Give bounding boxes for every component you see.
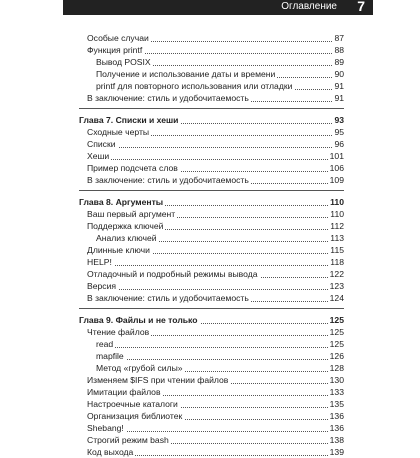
leader-dots — [96, 359, 344, 360]
toc-entry[interactable] — [79, 220, 344, 232]
toc-entry-page: 125 — [329, 339, 344, 349]
header-title: Оглавление — [281, 1, 337, 12]
toc-entry-title: Чтение файлов — [87, 327, 150, 337]
toc-entry[interactable] — [79, 68, 344, 80]
toc-entry[interactable] — [79, 244, 344, 256]
toc-entry-title: Анализ ключей — [96, 233, 157, 243]
toc-entry[interactable] — [79, 292, 344, 304]
toc-entry[interactable] — [79, 422, 344, 434]
toc-entry-page: 138 — [329, 435, 344, 445]
toc-entry-page: 128 — [329, 363, 344, 373]
header-page-number: 7 — [357, 0, 365, 14]
toc-entry-title: Код выхода — [87, 447, 134, 457]
toc-entry-page: 101 — [329, 151, 344, 161]
toc-entry[interactable] — [79, 92, 344, 104]
toc-entry[interactable] — [79, 446, 344, 458]
toc-entry[interactable] — [79, 126, 344, 138]
chapter-title: Глава 7. Списки и хеши — [79, 115, 179, 125]
leader-dots — [87, 147, 344, 148]
toc-entry-page: 110 — [330, 209, 344, 219]
toc-entry-title: В заключение: стиль и удобочитаемость — [87, 293, 249, 303]
leader-dots — [87, 265, 344, 266]
toc-entry-title: Вывод POSIX — [96, 57, 151, 67]
toc-entry-title: Изменяем $IFS при чтении файлов — [87, 375, 229, 385]
toc-entry-title: В заключение: стиль и удобочитаемость — [87, 93, 249, 103]
toc-entry-title: Shebang! — [87, 423, 124, 433]
toc-entry-title: Организация библиотек — [87, 411, 183, 421]
toc-entry[interactable] — [79, 338, 344, 350]
toc-entry-page: 96 — [334, 139, 344, 149]
toc-entry-page: 115 — [330, 245, 344, 255]
toc-entry-page: 88 — [334, 45, 344, 55]
toc-entry-page: 112 — [330, 221, 344, 231]
toc-entry-page: 136 — [329, 423, 344, 433]
toc-entry[interactable] — [79, 232, 344, 244]
toc-entry-title: Строгий режим bash — [87, 435, 169, 445]
toc-entry-title: Особые случаи — [87, 33, 149, 43]
toc-entry[interactable] — [79, 398, 344, 410]
chapter-title: Глава 8. Аргументы — [79, 197, 164, 207]
chapter-page: 93 — [334, 115, 344, 125]
toc-entry-page: 113 — [330, 233, 344, 243]
toc-entry-title: Списки — [87, 139, 116, 149]
toc-entry[interactable] — [79, 32, 344, 44]
toc-entry[interactable] — [79, 268, 344, 280]
chapter-title: Глава 9. Файлы и не только — [79, 315, 198, 325]
toc-entry[interactable] — [79, 256, 344, 268]
chapter-page: 110 — [330, 197, 344, 207]
toc-entry-page: 91 — [334, 93, 344, 103]
toc-entry[interactable] — [79, 374, 344, 386]
toc-entry-title: Версия — [87, 281, 117, 291]
toc-entry[interactable] — [79, 434, 344, 446]
toc-entry-title: Поддержка ключей — [87, 221, 164, 231]
toc-entry-title: HELP! — [87, 257, 112, 267]
toc-entry[interactable] — [79, 350, 344, 362]
table-of-contents — [79, 32, 344, 458]
toc-entry-title: Метод «грубой силы» — [96, 363, 183, 373]
chapter-page: 125 — [329, 315, 344, 325]
toc-entry[interactable] — [79, 386, 344, 398]
toc-entry[interactable] — [79, 150, 344, 162]
toc-entry-page: 90 — [334, 69, 344, 79]
toc-entry-page: 136 — [329, 411, 344, 421]
toc-entry[interactable] — [79, 44, 344, 56]
toc-entry-page: 133 — [329, 387, 344, 397]
toc-entry-page: 126 — [329, 351, 344, 361]
toc-entry-title: Имитации файлов — [87, 387, 161, 397]
toc-entry-page: 106 — [329, 163, 344, 173]
toc-entry-title: Сходные черты — [87, 127, 150, 137]
toc-entry-page: 95 — [334, 127, 344, 137]
toc-entry-page: 135 — [329, 399, 344, 409]
toc-entry-title: Хеши — [87, 151, 110, 161]
toc-entry[interactable] — [79, 174, 344, 186]
chapter-heading[interactable] — [79, 314, 344, 326]
toc-entry[interactable] — [79, 80, 344, 92]
toc-entry[interactable] — [79, 326, 344, 338]
toc-entry-title: Настроечные каталоги — [87, 399, 178, 409]
toc-entry-title: В заключение: стиль и удобочитаемость — [87, 175, 249, 185]
toc-entry-page: 139 — [329, 447, 344, 457]
toc-entry-page: 87 — [334, 33, 344, 43]
toc-entry[interactable] — [79, 362, 344, 374]
leader-dots — [87, 289, 344, 290]
toc-entry-page: 125 — [329, 327, 344, 337]
toc-entry[interactable] — [79, 138, 344, 150]
toc-entry-title: Длинные ключи — [87, 245, 150, 255]
toc-entry[interactable] — [79, 208, 344, 220]
toc-entry-title: printf для повторного использования или отладки — [96, 81, 293, 91]
toc-entry-title: Получение и использование даты и времени — [96, 69, 276, 79]
toc-entry-page: 89 — [334, 57, 344, 67]
toc-entry-title: Функция printf — [87, 45, 143, 55]
toc-entry-title: Отладочный и подробный режимы вывода — [87, 269, 258, 279]
toc-entry-page: 122 — [329, 269, 344, 279]
toc-entry-page: 118 — [330, 257, 344, 267]
toc-entry[interactable] — [79, 162, 344, 174]
toc-entry[interactable] — [79, 280, 344, 292]
leader-dots — [87, 159, 344, 160]
chapter-heading[interactable] — [79, 114, 344, 126]
toc-entry[interactable] — [79, 410, 344, 422]
chapter-heading[interactable] — [79, 196, 344, 208]
toc-entry-page: 123 — [329, 281, 344, 291]
toc-entry-title: read — [96, 339, 114, 349]
toc-entry-title: Пример подсчета слов — [87, 163, 178, 173]
toc-entry-page: 124 — [329, 293, 344, 303]
leader-dots — [96, 347, 344, 348]
toc-entry-page: 109 — [329, 175, 344, 185]
page-header — [63, 0, 373, 15]
toc-entry-page: 130 — [329, 375, 344, 385]
toc-entry-page: 91 — [334, 81, 344, 91]
toc-entry[interactable] — [79, 56, 344, 68]
toc-entry-title: mapfile — [96, 351, 124, 361]
toc-entry-title: Ваш первый аргумент — [87, 209, 176, 219]
